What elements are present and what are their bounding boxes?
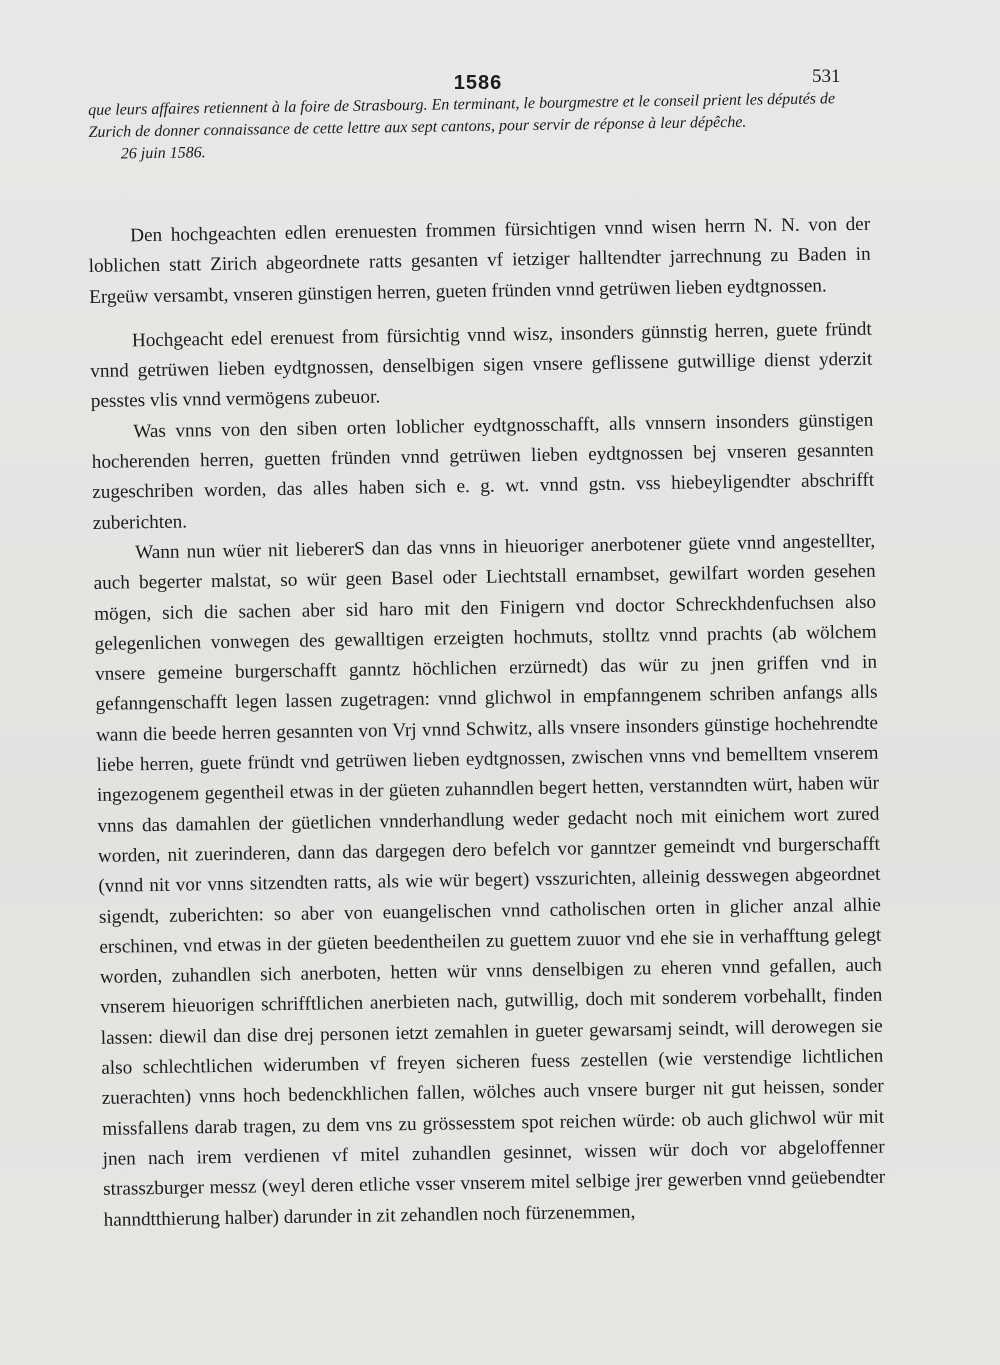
french-summary xyxy=(88,88,869,166)
letter-paragraph-2: Wann nun wüer nit liebererS dan das vnns in hieuoriger anerbotener güete vnnd angestellter, auch begerter malstat, so wür geen Basel oder Liechtstall ernambset, gewilfart worden gesehen mögen, sich die sachen aber sid haro mit den Finigern vnd doctor Schreckhdenfuchsen also gelegenlichen vonwegen des gewalltigen erzeigten hochmuts, stolltz vnnd prachts (ab wölchem vnsere gemeine burgerschafft ganntz höchlichen erzürnedt) das wür zu jnen griffen vnd in gefanngenschafft legen lassen zugetragen: vnnd glichwol in empfanngenem schriben anfangs alls wann die beede herren gesannten von Vrj vnnd Schwitz, alls vnsere insonders günstige hochehrendte liebe herren, guete fründt vnd getrüwen lieben eydtgnossen, zwischen vnns vnd bemelltem vnserem ingezogenem gegentheil etwas in der güeten zuhanndlen begert hetten, verstanndten würt, haben wür vnns das damahlen der güetlichen vnnderhandlung weder gedacht noch mit einichem wort zured worden, nit zuerinderen, dann das dargegen dero befelch vor ganntzer gemeindt vnd burgerschafft (vnnd nit vor vnns sitzendten ratts, als wie wür begert) vsszurichten, alleinig desswegen abgeordnet sigendt, zuberichten: so aber von euangelischen vnnd catholischen orten in glicher anzal alhie erschinen, vnd etwas in der güeten beedentheilen zu guettem zuuor vnd ehe sie in verhafftung gelegt worden, zuhandlen sich anerboten, hetten wür vnns denselbigen zu eheren vnnd gefallen, auch vnserem hieuorigen schrifftlichen anerbieten nach, gutwillig, doch mit sonderem vorbehallt, finden lassen: diewil dan dise drej personen ietzt zemahlen in gueter gewarsamj seindt, will derowegen sie also schlechtlichen widerumben vf freyen sicheren fuess zestellen (wie verstendige lichtlichen zuerachten) vnns hoch bedenckhlichen fallen, wölches auch vnsere burger nit gut heissen, sonder missfallens darab tragen, zu dem vns zu grössesstem spot reichen würde: ob auch glichwol wür mit jnen nach irem verdienen vf mitel zuhandlen gesinnet, wissen wür doch vor abgeloffenner strasszburger messz (weyl deren etliche vsser vnserem mitel selbige jrer gewerben vnnd geüebendter hanndtthierung halber) darunder in zit zehandlen noch fürzenemmen, xyxy=(93,530,886,1231)
page-number: 531 xyxy=(812,66,841,87)
letter-address: Den hochgeachten edlen erenuesten frommen fürsichtigen vnnd wisen herrn N. N. von der loblichen statt Zirich abgeordnete ratts gesanten vf ietziger halltendter jarrechnung zu Baden in Ergeüw versambt, vnseren günstigen herren, gueten fründen vnnd getrüwen lieben eydtgnossen. xyxy=(88,213,871,308)
letter-body xyxy=(88,210,886,1236)
letter-greeting: Hochgeacht edel erenuest from fürsichtig vnnd wisz, insonders günnstig herren, guete fründt vnnd getrüwen lieben eydtgnossen, denselbigen sigen vnsere geflissene gutwillige dienst yderzit pesstes vlis vnnd vermögens zubeuor. xyxy=(90,318,873,413)
letter-paragraph-1: Was vnns von den siben orten loblicher eydtgnosschafft, alls vnnsern insonders günstigen hocherenden herren, guetten fründen vnnd getrüwen lieben eydtgnossen bej vnseren gesannten zugeschriben worden, das alles haben sich e. g. wt. vnnd gstn. vss hiebeyligendter abschrifft zuberichten. xyxy=(91,409,875,534)
summary-date: 26 juin 1586. xyxy=(120,144,206,163)
summary-text: que leurs affaires retiennent à la foire de Strasbourg. En terminant, le bourgmestre et le conseil prient les députés de Zurich de donner connaissance de cette lettre aux sept cantons, pour servir de réponse à leur dépêche. xyxy=(88,90,836,141)
page-header-year: 1586 xyxy=(453,72,503,94)
